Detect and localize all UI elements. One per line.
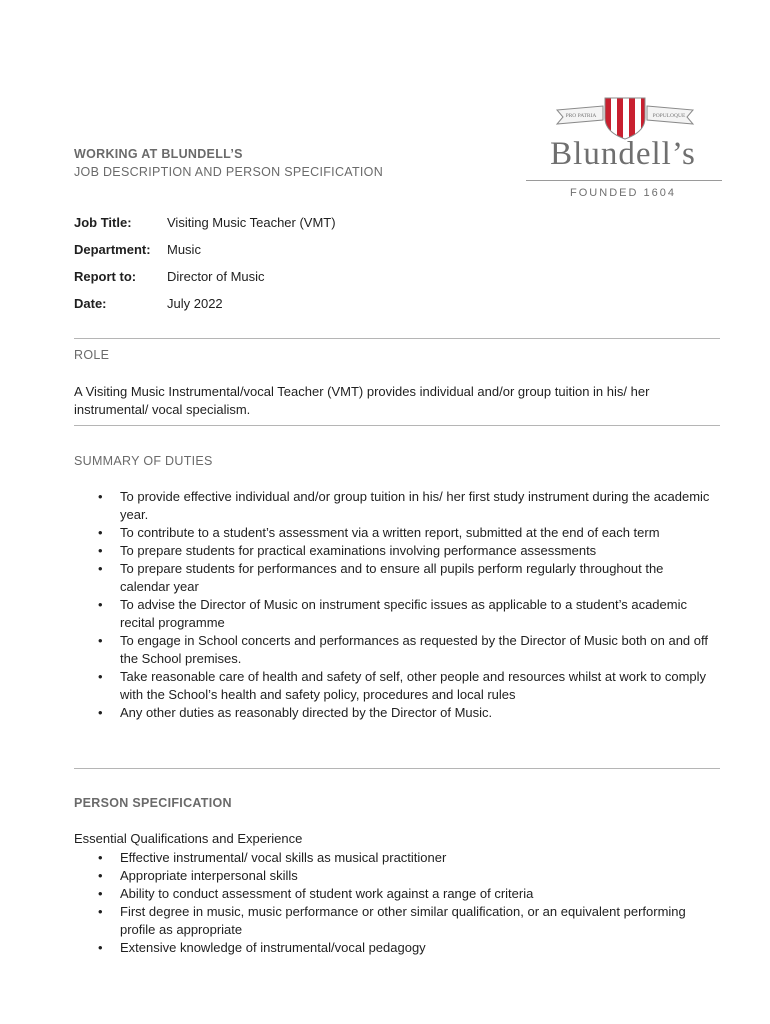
list-item-text: To prepare students for performances and to ensure all pupils perform regularly throughout the calendar year xyxy=(120,561,664,594)
bullet-icon: • xyxy=(98,669,103,684)
logo-divider xyxy=(526,180,722,181)
section-divider xyxy=(74,425,720,426)
document-subtitle: JOB DESCRIPTION AND PERSON SPECIFICATION xyxy=(74,165,384,179)
list-item xyxy=(74,596,714,632)
list-item xyxy=(74,849,714,867)
list-item xyxy=(74,704,714,722)
job-info-row xyxy=(74,269,336,296)
job-info-row xyxy=(74,296,336,323)
bullet-icon: • xyxy=(98,940,103,955)
list-item-text: To contribute to a student’s assessment via a written report, submitted at the end of each term xyxy=(120,525,660,540)
role-description: A Visiting Music Instrumental/vocal Teacher (VMT) provides individual and/or group tuition in his/ her instrumental/ vocal specialism. xyxy=(74,384,650,417)
job-title-label: Job Title: xyxy=(74,215,132,230)
document-title: WORKING AT BLUNDELL’S xyxy=(74,147,243,161)
list-item-text: To engage in School concerts and performances as requested by the Director of Music both on and off the School premises. xyxy=(120,633,708,666)
list-item-text: First degree in music, music performance or other similar qualification, or an equivalent performing profile as appropriate xyxy=(120,904,686,937)
logo-founded: FOUNDED 1604 xyxy=(570,187,676,199)
job-info-table xyxy=(74,215,336,323)
job-title-value: Visiting Music Teacher (VMT) xyxy=(167,215,336,230)
list-item-text: Any other duties as reasonably directed by the Director of Music. xyxy=(120,705,493,720)
person-spec-subheading: Essential Qualifications and Experience xyxy=(74,831,303,846)
list-item-text: Take reasonable care of health and safety of self, other people and resources whilst at work to comply with the School’s health and safety policy, procedures and local rules xyxy=(120,669,707,702)
section-divider xyxy=(74,338,720,339)
list-item xyxy=(74,632,714,668)
list-item xyxy=(74,488,714,524)
crest-icon xyxy=(555,96,695,140)
list-item xyxy=(74,668,714,704)
report-to-value: Director of Music xyxy=(167,269,265,284)
section-divider xyxy=(74,768,720,769)
crest-stripe xyxy=(629,96,635,140)
list-item-text: Appropriate interpersonal skills xyxy=(120,868,298,883)
list-item xyxy=(74,560,714,596)
bullet-icon: • xyxy=(98,705,103,720)
list-item xyxy=(74,867,714,885)
bullet-icon: • xyxy=(98,489,103,504)
list-item xyxy=(74,939,714,957)
logo-wordmark: Blundell’s xyxy=(550,136,696,172)
list-item-text: Effective instrumental/ vocal skills as musical practitioner xyxy=(120,850,447,865)
duties-list xyxy=(74,488,714,722)
crest-stripe xyxy=(641,96,647,140)
list-item xyxy=(74,903,714,939)
role-heading: ROLE xyxy=(74,348,110,362)
bullet-icon: • xyxy=(98,597,103,612)
duties-heading: SUMMARY OF DUTIES xyxy=(74,454,213,468)
list-item xyxy=(74,542,714,560)
department-value: Music xyxy=(167,242,201,257)
list-item-text: Ability to conduct assessment of student work against a range of criteria xyxy=(120,886,534,901)
list-item-text: To prepare students for practical examinations involving performance assessments xyxy=(120,543,597,558)
list-item-text: To advise the Director of Music on instrument specific issues as applicable to a student’s academic recital programme xyxy=(120,597,687,630)
person-spec-heading: PERSON SPECIFICATION xyxy=(74,796,232,810)
list-item-text: Extensive knowledge of instrumental/vocal pedagogy xyxy=(120,940,426,955)
bullet-icon: • xyxy=(98,868,103,883)
motto-right: POPULOQUE xyxy=(652,113,686,119)
list-item xyxy=(74,524,714,542)
date-label: Date: xyxy=(74,296,107,311)
bullet-icon: • xyxy=(98,886,103,901)
job-info-row xyxy=(74,215,336,242)
crest-stripe xyxy=(617,96,623,140)
bullet-icon: • xyxy=(98,904,103,919)
motto-left: PRO PATRIA xyxy=(565,113,597,119)
bullet-icon: • xyxy=(98,633,103,648)
job-info-row xyxy=(74,242,336,269)
bullet-icon: • xyxy=(98,850,103,865)
bullet-icon: • xyxy=(98,561,103,576)
list-item-text: To provide effective individual and/or group tuition in his/ her first study instrument during the academic year. xyxy=(120,489,710,522)
list-item xyxy=(74,885,714,903)
bullet-icon: • xyxy=(98,525,103,540)
bullet-icon: • xyxy=(98,543,103,558)
report-to-label: Report to: xyxy=(74,269,137,284)
person-spec-list xyxy=(74,849,714,957)
date-value: July 2022 xyxy=(167,296,223,311)
crest-stripe xyxy=(605,96,611,140)
department-label: Department: xyxy=(74,242,151,257)
